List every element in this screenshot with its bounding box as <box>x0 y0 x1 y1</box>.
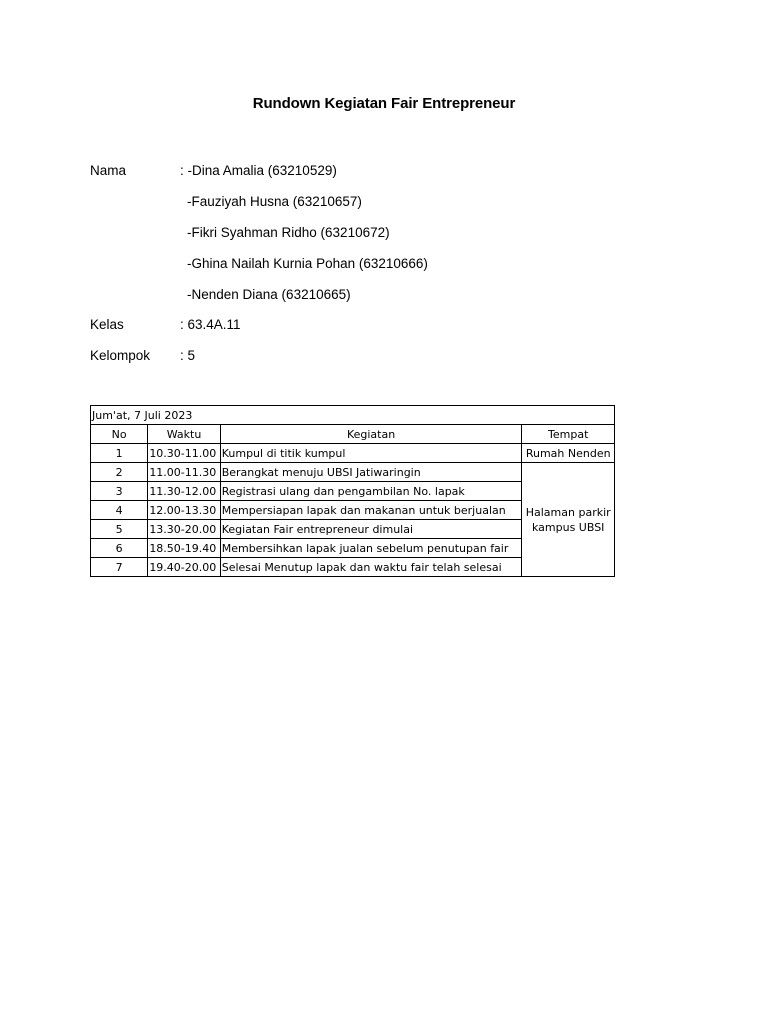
cell-waktu: 11.30-12.00 <box>148 482 220 501</box>
kelompok-value: : 5 <box>180 348 196 363</box>
cell-no: 5 <box>91 520 148 539</box>
cell-waktu: 19.40-20.00 <box>148 558 220 577</box>
nama-label: Nama <box>90 163 127 178</box>
cell-tempat-merged: Halaman parkir kampus UBSI <box>522 463 615 577</box>
cell-kegiatan: Kegiatan Fair entrepreneur dimulai <box>220 520 522 539</box>
member-item: -Fauziyah Husna (63210657) <box>187 194 362 209</box>
rundown-table <box>90 405 615 577</box>
cell-no: 1 <box>91 444 148 463</box>
member-item: -Fikri Syahman Ridho (63210672) <box>187 225 390 240</box>
cell-kegiatan: Registrasi ulang dan pengambilan No. lapak <box>220 482 522 501</box>
cell-no: 6 <box>91 539 148 558</box>
cell-no: 7 <box>91 558 148 577</box>
kelas-label: Kelas <box>90 317 124 332</box>
cell-kegiatan: Mempersiapan lapak dan makanan untuk berjualan <box>220 501 522 520</box>
table-date-row <box>91 406 615 425</box>
kelas-value: : 63.4A.11 <box>180 317 241 332</box>
cell-kegiatan: Kumpul di titik kumpul <box>220 444 522 463</box>
cell-kegiatan: Membersihkan lapak jualan sebelum penutupan fair <box>220 539 522 558</box>
cell-no: 4 <box>91 501 148 520</box>
cell-kegiatan: Berangkat menuju UBSI Jatiwaringin <box>220 463 522 482</box>
document-title: Rundown Kegiatan Fair Entrepreneur <box>252 95 516 112</box>
cell-no: 2 <box>91 463 148 482</box>
table-row <box>91 463 615 482</box>
cell-no: 3 <box>91 482 148 501</box>
cell-tempat: Rumah Nenden <box>522 444 615 463</box>
cell-waktu: 18.50-19.40 <box>148 539 220 558</box>
date-header: Jum'at, 7 Juli 2023 <box>91 406 615 425</box>
cell-waktu: 10.30-11.00 <box>148 444 220 463</box>
cell-kegiatan: Selesai Menutup lapak dan waktu fair telah selesai <box>220 558 522 577</box>
header-tempat: Tempat <box>522 425 615 444</box>
member-item: -Ghina Nailah Kurnia Pohan (63210666) <box>187 256 428 271</box>
header-kegiatan: Kegiatan <box>220 425 522 444</box>
cell-waktu: 12.00-13.30 <box>148 501 220 520</box>
cell-waktu: 13.30-20.00 <box>148 520 220 539</box>
table-header-row <box>91 425 615 444</box>
header-no: No <box>91 425 148 444</box>
table-row <box>91 444 615 463</box>
cell-waktu: 11.00-11.30 <box>148 463 220 482</box>
member-item: -Nenden Diana (63210665) <box>187 287 351 302</box>
nama-value: : -Dina Amalia (63210529) <box>180 163 337 178</box>
kelompok-label: Kelompok <box>90 348 151 363</box>
header-waktu: Waktu <box>148 425 220 444</box>
